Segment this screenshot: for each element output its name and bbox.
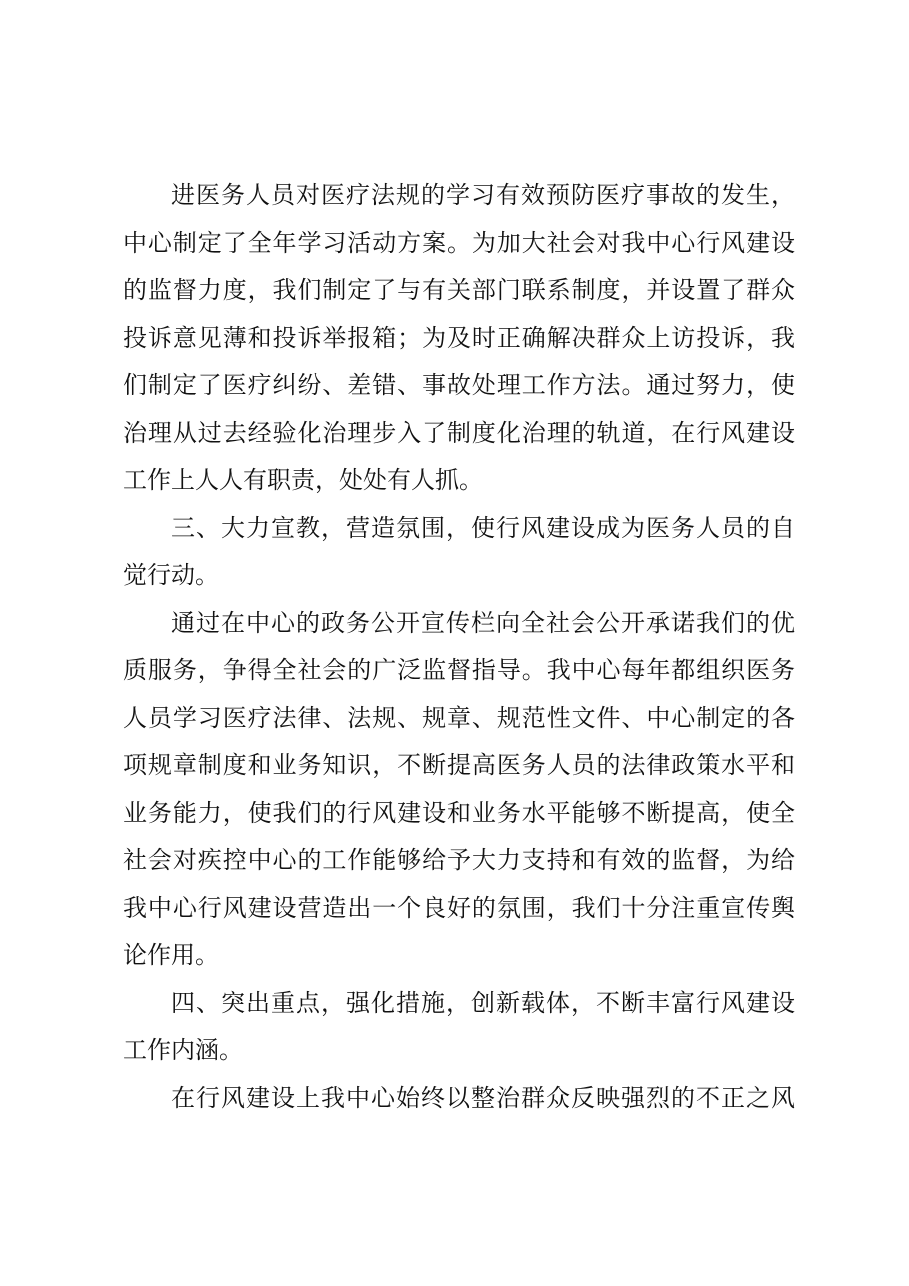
text-line: 工作上人人有职责，处处有人抓。 — [123, 466, 483, 494]
text-line: 通过在中心的政务公开宣传栏向全社会公开承诺我们的优 — [171, 608, 795, 637]
text-line: 论作用。 — [123, 941, 219, 969]
text-line: 我中心行风建设营造出一个良好的氛围，我们十分注重宣传舆 — [123, 893, 795, 922]
text-line: 中心制定了全年学习活动方案。为加大社会对我中心行风建设 — [123, 228, 795, 257]
section-heading-line: 四、突出重点，强化措施，创新载体，不断丰富行风建设 — [171, 988, 795, 1017]
text-line: 在行风建设上我中心始终以整治群众反映强烈的不正之风 — [171, 1083, 795, 1112]
text-line: 的监督力度，我们制定了与有关部门联系制度，并设置了群众 — [123, 276, 795, 304]
section-heading-line: 觉行动。 — [123, 561, 219, 589]
text-line: 进医务人员对医疗法规的学习有效预防医疗事故的发生， — [171, 181, 795, 209]
section-heading-line: 工作内涵。 — [123, 1036, 243, 1064]
text-line: 社会对疾控中心的工作能够给予大力支持和有效的监督，为给 — [123, 846, 795, 874]
text-line: 们制定了医疗纠纷、差错、事故处理工作方法。通过努力，使 — [123, 371, 795, 399]
text-line: 投诉意见薄和投诉举报箱；为及时正确解决群众上访投诉，我 — [123, 323, 795, 352]
text-line: 治理从过去经验化治理步入了制度化治理的轨道，在行风建设 — [123, 418, 795, 447]
document-body — [123, 172, 795, 1122]
text-line: 业务能力，使我们的行风建设和业务水平能够不断提高，使全 — [123, 798, 795, 827]
text-line: 质服务，争得全社会的广泛监督指导。我中心每年都组织医务 — [123, 656, 795, 684]
section-heading-line: 三、大力宣教，营造氛围，使行风建设成为医务人员的自 — [171, 513, 795, 542]
text-line: 人员学习医疗法律、法规、规章、规范性文件、中心制定的各 — [123, 703, 795, 732]
text-line: 项规章制度和业务知识，不断提高医务人员的法律政策水平和 — [123, 751, 795, 779]
